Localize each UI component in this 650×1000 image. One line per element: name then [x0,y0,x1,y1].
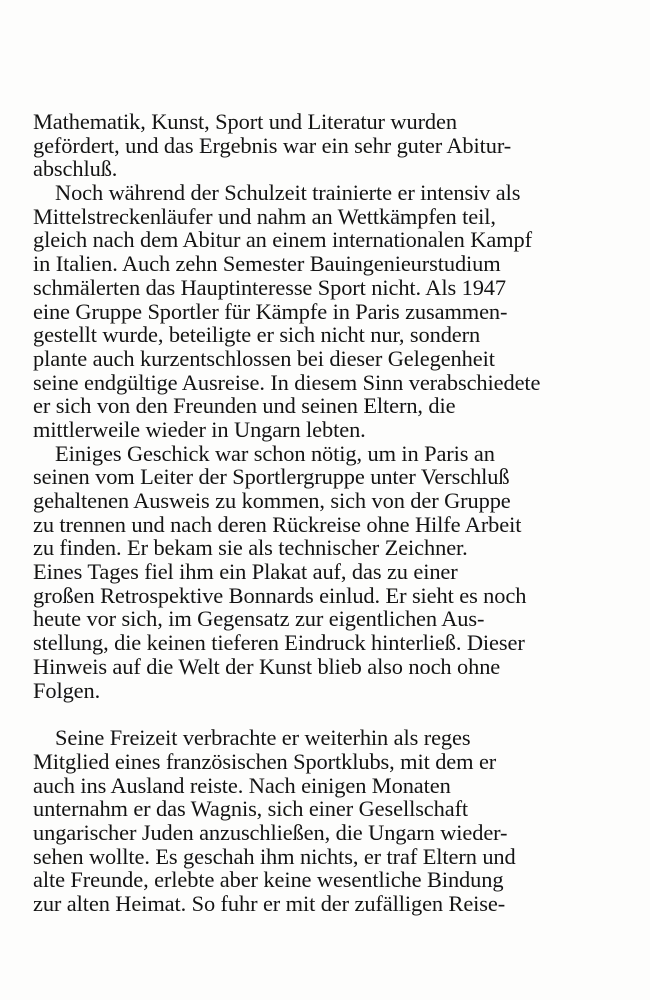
paragraph-spacer [33,702,633,726]
text-line: alte Freunde, erlebte aber keine wesentliche Bindung [33,867,504,893]
text-line: gestellt wurde, beteiligte er sich nicht nur, sondern [33,322,481,348]
text-line: Seine Freizeit verbrachte er weiterhin als reges [55,725,471,751]
text-line: Mittelstreckenläufer und nahm an Wettkämpfen teil, [33,203,496,229]
text-line: Noch während der Schulzeit trainierte er intensiv als [55,180,521,206]
text-line: abschluß. [33,156,118,182]
text-line: heute vor sich, im Gegensatz zur eigentlichen Aus- [33,606,485,632]
text-line: seinen vom Leiter der Sportlergruppe unter Verschluß [33,464,510,490]
text-line: zur alten Heimat. So fuhr er mit der zufälligen Reise- [33,891,506,916]
text-line: eine Gruppe Sportler für Kämpfe in Paris zusammen- [33,298,508,324]
text-line: seine endgültige Ausreise. In diesem Sinn verabschiedete [33,369,541,395]
paragraph-3 [33,442,633,703]
text-line: sehen wollte. Es geschah ihm nichts, er traf Eltern und [33,843,516,869]
paragraph-4 [33,726,633,916]
text-line: er sich von den Freunden und seinen Eltern, die [33,393,456,419]
text-line: gehaltenen Ausweis zu kommen, sich von der Gruppe [33,488,511,513]
text-line: mittlerweile wieder in Ungarn lebten. [33,416,366,442]
text-line: großen Retrospektive Bonnards einlud. Er sieht es noch [33,582,527,608]
paragraph-2 [33,181,633,442]
paragraph-1 [33,110,633,181]
text-line: Folgen. [33,677,101,703]
text-line: unternahm er das Wagnis, sich einer Gesellschaft [33,796,469,822]
body-text [33,110,633,916]
text-line: Eines Tages fiel ihm ein Plakat auf, das zu einer [33,559,458,585]
text-line: Mitglied eines französischen Sportklubs, mit dem er [33,748,497,774]
text-line: zu finden. Er bekam sie als technischer Zeichner. [33,535,468,561]
text-line: Hinweis auf die Welt der Kunst blieb also noch ohne [33,653,501,679]
text-line: plante auch kurzentschlossen bei dieser Gelegenheit [33,345,495,371]
text-line: schmälerten das Hauptinteresse Sport nicht. Als 1947 [33,274,506,300]
text-line: Mathematik, Kunst, Sport und Literatur wurden [33,109,457,134]
text-line: Einiges Geschick war schon nötig, um in Paris an [55,440,495,466]
text-line: gefördert, und das Ergebnis war ein sehr guter Abitur- [33,132,512,158]
text-line: in Italien. Auch zehn Semester Bauingenieurstudium [33,251,501,277]
text-line: stellung, die keinen tieferen Eindruck hinterließ. Dieser [33,630,525,656]
text-line: auch ins Ausland reiste. Nach einigen Monaten [33,772,451,798]
text-line: gleich nach dem Abitur an einem internationalen Kampf [33,227,532,253]
text-line: zu trennen und nach deren Rückreise ohne Hilfe Arbeit [33,511,522,537]
text-line: ungarischer Juden anzuschließen, die Ungarn wieder- [33,819,508,845]
